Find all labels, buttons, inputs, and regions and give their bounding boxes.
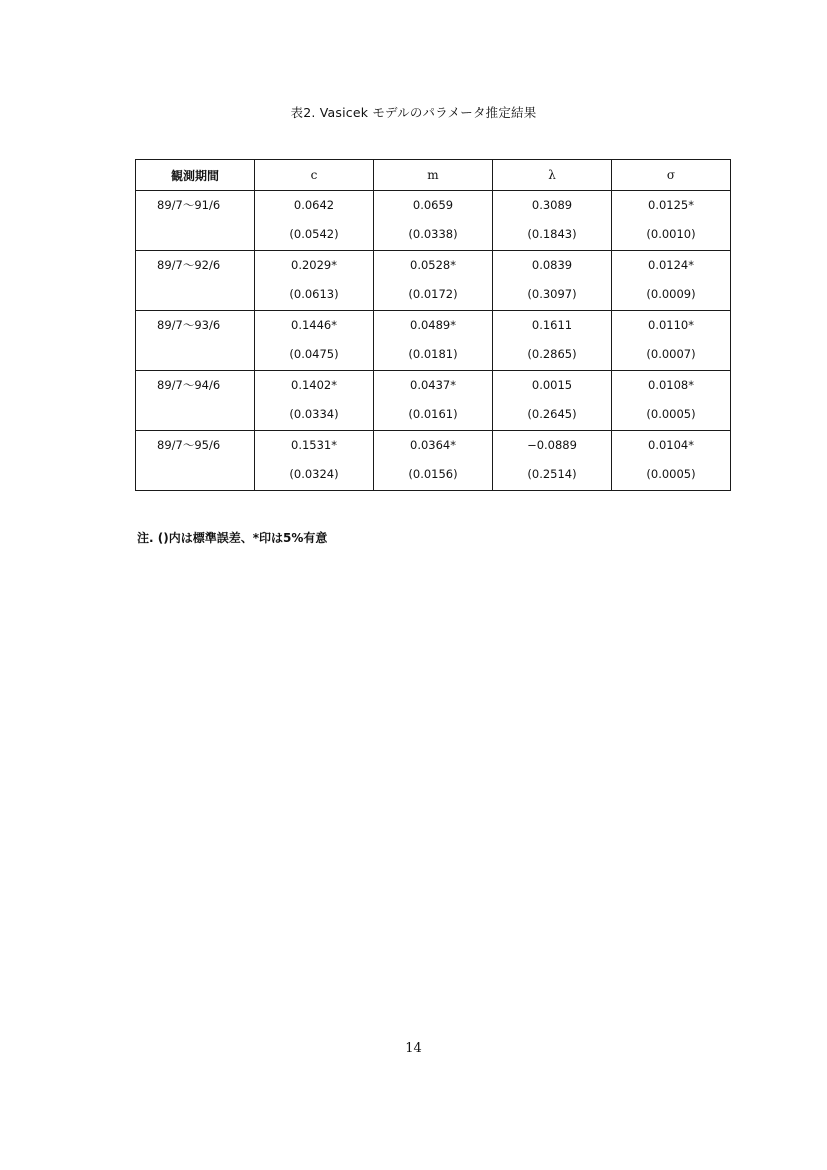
table-row [136,371,731,431]
period-label: 89/7〜95/6 [157,438,221,452]
m-cell [374,431,493,491]
m-estimate: 0.0528* [410,258,456,272]
period-cell [136,191,255,251]
sigma-cell [612,311,731,371]
parameter-table [135,159,731,491]
table-title: 表2. Vasicek モデルのパラメータ推定結果 [290,105,537,120]
c-estimate: 0.1402* [291,378,337,392]
sigma-estimate: 0.0124* [648,258,694,272]
table-row [136,191,731,251]
lambda-std-error: (0.2645) [527,407,577,421]
period-cell [136,431,255,491]
m-std-error: (0.0161) [408,407,458,421]
period-cell [136,311,255,371]
lambda-std-error: (0.2865) [527,347,577,361]
lambda-cell [493,371,612,431]
header-c: c [255,160,374,191]
period-label: 89/7〜94/6 [157,378,221,392]
table-note: 注. ()内は標準誤差、*印は5%有意 [137,531,328,545]
sigma-estimate: 0.0104* [648,438,694,452]
c-std-error: (0.0475) [289,347,339,361]
sigma-estimate: 0.0110* [648,318,694,332]
c-std-error: (0.0613) [289,287,339,301]
m-estimate: 0.0364* [410,438,456,452]
sigma-cell [612,251,731,311]
m-std-error: (0.0181) [408,347,458,361]
header-m: m [374,160,493,191]
m-std-error: (0.0172) [408,287,458,301]
period-label: 89/7〜93/6 [157,318,221,332]
c-estimate: 0.2029* [291,258,337,272]
c-std-error: (0.0324) [289,467,339,481]
sigma-estimate: 0.0108* [648,378,694,392]
c-std-error: (0.0334) [289,407,339,421]
c-cell [255,371,374,431]
lambda-std-error: (0.3097) [527,287,577,301]
c-cell [255,251,374,311]
period-cell [136,251,255,311]
c-estimate: 0.1531* [291,438,337,452]
c-estimate: 0.1446* [291,318,337,332]
sigma-std-error: (0.0007) [646,347,696,361]
m-estimate: 0.0489* [410,318,456,332]
period-label: 89/7〜91/6 [157,198,221,212]
lambda-estimate: 0.0015 [531,378,573,392]
m-cell [374,311,493,371]
lambda-estimate: −0.0889 [527,438,577,452]
m-std-error: (0.0338) [408,227,458,241]
lambda-cell [493,251,612,311]
lambda-std-error: (0.2514) [527,467,577,481]
c-estimate: 0.0642 [293,198,335,212]
m-estimate: 0.0437* [410,378,456,392]
lambda-cell [493,431,612,491]
header-row [136,160,731,191]
page-number: 14 [405,1041,422,1056]
m-cell [374,251,493,311]
sigma-cell [612,431,731,491]
sigma-estimate: 0.0125* [648,198,694,212]
lambda-estimate: 0.3089 [531,198,573,212]
period-cell [136,371,255,431]
sigma-std-error: (0.0009) [646,287,696,301]
table-row [136,251,731,311]
header-period: 観測期間 [136,160,255,191]
table-row [136,431,731,491]
lambda-estimate: 0.0839 [531,258,573,272]
lambda-std-error: (0.1843) [527,227,577,241]
period-label: 89/7〜92/6 [157,258,221,272]
c-std-error: (0.0542) [289,227,339,241]
sigma-std-error: (0.0010) [646,227,696,241]
c-cell [255,431,374,491]
lambda-cell [493,191,612,251]
sigma-std-error: (0.0005) [646,467,696,481]
lambda-cell [493,311,612,371]
sigma-std-error: (0.0005) [646,407,696,421]
header-sigma: σ [612,160,731,191]
sigma-cell [612,191,731,251]
m-estimate: 0.0659 [412,198,454,212]
m-std-error: (0.0156) [408,467,458,481]
m-cell [374,371,493,431]
sigma-cell [612,371,731,431]
table-row [136,311,731,371]
header-lambda: λ [493,160,612,191]
m-cell [374,191,493,251]
lambda-estimate: 0.1611 [531,318,573,332]
c-cell [255,191,374,251]
c-cell [255,311,374,371]
